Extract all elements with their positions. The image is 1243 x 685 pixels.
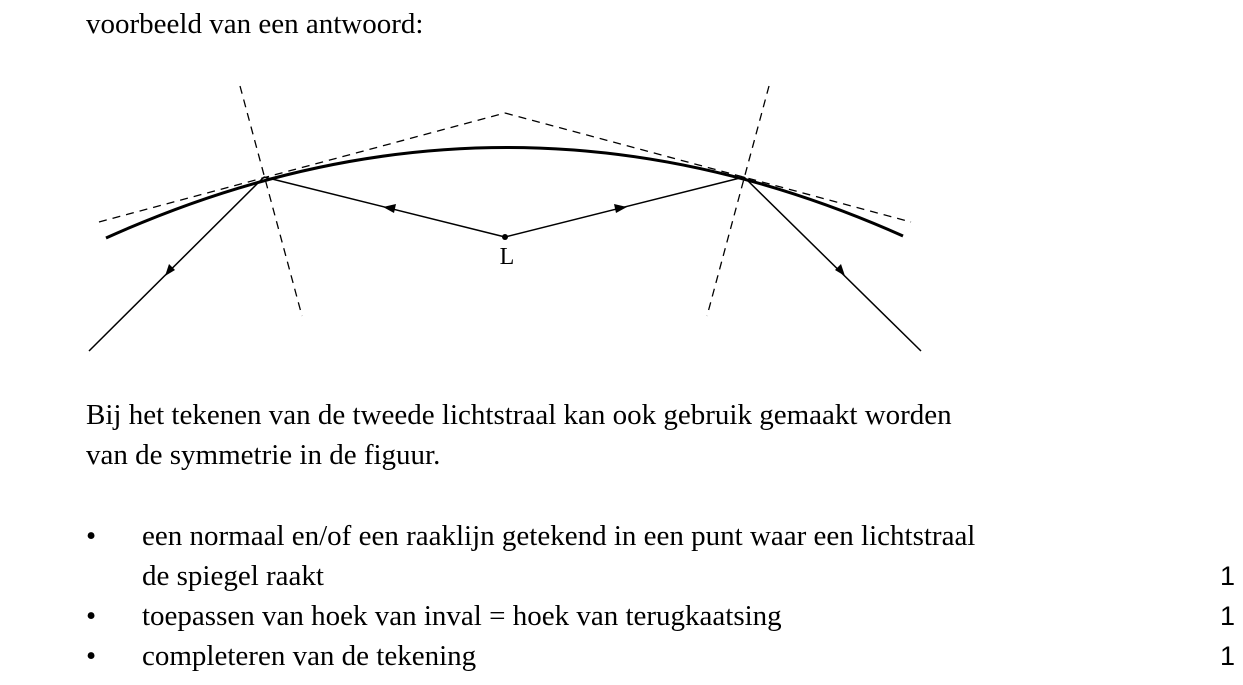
reflected-ray-left (89, 177, 264, 351)
arrow-right-upper (614, 204, 627, 213)
explanation-line-2: van de symmetrie in de figuur. (86, 439, 441, 471)
arrow-left-lower (165, 264, 175, 276)
normal-right (707, 86, 769, 316)
criterion-text (142, 516, 1182, 596)
criterion-line: de spiegel raakt (142, 560, 324, 592)
intro-text: voorbeeld van een antwoord: (86, 8, 424, 40)
criterion-text (142, 636, 1182, 676)
criterion-item (0, 636, 1243, 676)
explanation-line-1: Bij het tekenen van de tweede lichtstraal kan ook gebruik gemaakt worden (86, 399, 952, 431)
tangent-left (99, 113, 505, 222)
reflected-ray-right (744, 177, 921, 351)
criterion-points: 1 (1219, 641, 1235, 671)
arrow-left-upper (383, 204, 396, 213)
criterion-item (0, 596, 1243, 636)
bullet: • (86, 600, 97, 632)
explanation-paragraph (86, 395, 1206, 475)
criterion-line: een normaal en/of een raaklijn getekend in een punt waar een lichtstraal (142, 520, 976, 552)
bullet: • (86, 520, 97, 552)
normal-left (240, 86, 302, 316)
scoring-criteria-list (0, 516, 1243, 676)
point-l-label: L (499, 244, 515, 270)
bullet: • (86, 640, 97, 672)
criterion-line: completeren van de tekening (142, 640, 477, 672)
criterion-points: 1 (1219, 601, 1235, 631)
criterion-points: 1 (1219, 561, 1235, 591)
arrow-right-lower (835, 264, 845, 276)
point-l (502, 234, 508, 240)
criterion-line: toepassen van hoek van inval = hoek van terugkaatsing (142, 600, 782, 632)
criterion-item (0, 516, 1243, 596)
tangent-right (505, 113, 911, 222)
curved-mirror (106, 147, 903, 238)
criterion-text (142, 596, 1182, 636)
